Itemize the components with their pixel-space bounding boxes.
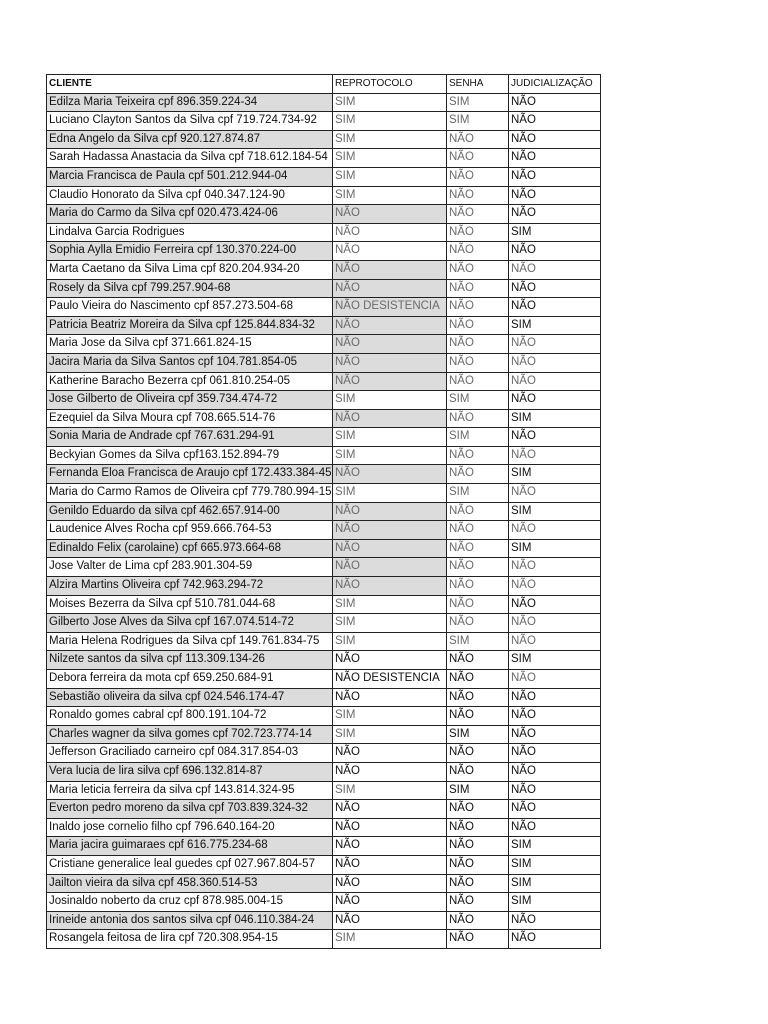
- table-row: [47, 651, 601, 670]
- cell-senha[interactable]: NÃO: [447, 855, 509, 874]
- cell-judicializacao[interactable]: SIM: [509, 855, 601, 874]
- cell-reprotocolo[interactable]: NÃO: [333, 205, 447, 224]
- cell-senha[interactable]: NÃO: [447, 279, 509, 298]
- cell-judicializacao[interactable]: SIM: [509, 651, 601, 670]
- cell-reprotocolo[interactable]: SIM: [333, 130, 447, 149]
- table-row: [47, 762, 601, 781]
- table-row: [47, 335, 601, 354]
- cell-reprotocolo[interactable]: NÃO: [333, 539, 447, 558]
- cell-cliente[interactable]: Inaldo jose cornelio filho cpf 796.640.164-20: [47, 818, 333, 837]
- cell-judicializacao[interactable]: NÃO: [509, 242, 601, 261]
- cell-reprotocolo[interactable]: NÃO: [333, 316, 447, 335]
- cell-senha[interactable]: NÃO: [447, 409, 509, 428]
- table-row: [47, 186, 601, 205]
- cell-cliente[interactable]: Maria Jose da Silva cpf 371.661.824-15: [47, 335, 333, 354]
- cell-judicializacao[interactable]: NÃO: [509, 353, 601, 372]
- table-row: [47, 744, 601, 763]
- cell-reprotocolo[interactable]: SIM: [333, 484, 447, 503]
- cell-cliente[interactable]: Genildo Eduardo da silva cpf 462.657.914-00: [47, 502, 333, 521]
- table-row: [47, 911, 601, 930]
- table-row: [47, 298, 601, 317]
- cell-senha[interactable]: SIM: [447, 112, 509, 131]
- cell-senha[interactable]: SIM: [447, 484, 509, 503]
- cell-senha[interactable]: NÃO: [447, 651, 509, 670]
- cell-judicializacao[interactable]: NÃO: [509, 911, 601, 930]
- cell-judicializacao[interactable]: NÃO: [509, 930, 601, 949]
- cell-judicializacao[interactable]: NÃO: [509, 279, 601, 298]
- cell-senha[interactable]: SIM: [447, 391, 509, 410]
- cell-reprotocolo[interactable]: SIM: [333, 781, 447, 800]
- cell-senha[interactable]: NÃO: [447, 800, 509, 819]
- cell-judicializacao[interactable]: NÃO: [509, 298, 601, 317]
- cell-cliente[interactable]: Cristiane generalice leal guedes cpf 027.967.804-57: [47, 855, 333, 874]
- cell-judicializacao[interactable]: SIM: [509, 893, 601, 912]
- cell-reprotocolo[interactable]: SIM: [333, 595, 447, 614]
- cell-cliente[interactable]: Patricia Beatriz Moreira da Silva cpf 125.844.834-32: [47, 316, 333, 335]
- cell-judicializacao[interactable]: NÃO: [509, 707, 601, 726]
- table-row: [47, 484, 601, 503]
- cell-senha[interactable]: NÃO: [447, 149, 509, 168]
- cell-reprotocolo[interactable]: NÃO: [333, 372, 447, 391]
- cell-cliente[interactable]: Charles wagner da silva gomes cpf 702.723.774-14: [47, 725, 333, 744]
- cell-cliente[interactable]: Maria do Carmo Ramos de Oliveira cpf 779.780.994-15: [47, 484, 333, 503]
- table-row: [47, 930, 601, 949]
- cell-cliente[interactable]: Maria jacira guimaraes cpf 616.775.234-68: [47, 837, 333, 856]
- cell-senha[interactable]: SIM: [447, 93, 509, 112]
- cell-reprotocolo[interactable]: NÃO: [333, 744, 447, 763]
- cell-senha[interactable]: NÃO: [447, 372, 509, 391]
- cell-reprotocolo[interactable]: NÃO DESISTENCIA: [333, 670, 447, 689]
- cell-cliente[interactable]: Jefferson Graciliado carneiro cpf 084.317.854-03: [47, 744, 333, 763]
- cell-senha[interactable]: NÃO: [447, 502, 509, 521]
- table-row: [47, 837, 601, 856]
- cell-cliente[interactable]: Edna Angelo da Silva cpf 920.127.874.87: [47, 130, 333, 149]
- cell-reprotocolo[interactable]: NÃO: [333, 800, 447, 819]
- cell-reprotocolo[interactable]: NÃO: [333, 911, 447, 930]
- cell-judicializacao[interactable]: NÃO: [509, 428, 601, 447]
- cell-senha[interactable]: NÃO: [447, 893, 509, 912]
- cell-senha[interactable]: SIM: [447, 428, 509, 447]
- cell-senha[interactable]: NÃO: [447, 316, 509, 335]
- cell-senha[interactable]: NÃO: [447, 595, 509, 614]
- cell-reprotocolo[interactable]: NÃO: [333, 353, 447, 372]
- cell-senha[interactable]: NÃO: [447, 577, 509, 596]
- cell-senha[interactable]: NÃO: [447, 167, 509, 186]
- cell-reprotocolo[interactable]: NÃO: [333, 223, 447, 242]
- cell-senha[interactable]: NÃO: [447, 707, 509, 726]
- table-row: [47, 112, 601, 131]
- table-row: [47, 372, 601, 391]
- cell-reprotocolo[interactable]: NÃO: [333, 558, 447, 577]
- cell-cliente[interactable]: Jacira Maria da Silva Santos cpf 104.781.854-05: [47, 353, 333, 372]
- table-row: [47, 130, 601, 149]
- cell-cliente[interactable]: Sonia Maria de Andrade cpf 767.631.294-91: [47, 428, 333, 447]
- cell-senha[interactable]: NÃO: [447, 762, 509, 781]
- cell-reprotocolo[interactable]: NÃO: [333, 465, 447, 484]
- cell-judicializacao[interactable]: SIM: [509, 316, 601, 335]
- cell-judicializacao[interactable]: NÃO: [509, 391, 601, 410]
- cell-senha[interactable]: NÃO: [447, 130, 509, 149]
- cell-senha[interactable]: NÃO: [447, 558, 509, 577]
- cell-judicializacao[interactable]: NÃO: [509, 762, 601, 781]
- cell-cliente[interactable]: Luciano Clayton Santos da Silva cpf 719.724.734-92: [47, 112, 333, 131]
- cell-reprotocolo[interactable]: SIM: [333, 149, 447, 168]
- cell-senha[interactable]: NÃO: [447, 874, 509, 893]
- cell-judicializacao[interactable]: SIM: [509, 539, 601, 558]
- cell-senha[interactable]: NÃO: [447, 521, 509, 540]
- cell-reprotocolo[interactable]: NÃO: [333, 260, 447, 279]
- cell-judicializacao[interactable]: SIM: [509, 874, 601, 893]
- table-row: [47, 391, 601, 410]
- cell-reprotocolo[interactable]: NÃO: [333, 577, 447, 596]
- cell-judicializacao[interactable]: NÃO: [509, 446, 601, 465]
- cell-reprotocolo[interactable]: NÃO: [333, 409, 447, 428]
- cell-cliente[interactable]: Marta Caetano da Silva Lima cpf 820.204.934-20: [47, 260, 333, 279]
- cell-reprotocolo[interactable]: NÃO: [333, 837, 447, 856]
- cell-judicializacao[interactable]: SIM: [509, 223, 601, 242]
- table-row: [47, 446, 601, 465]
- cell-judicializacao[interactable]: NÃO: [509, 632, 601, 651]
- table-row: [47, 409, 601, 428]
- cell-cliente[interactable]: Edinaldo Felix (carolaine) cpf 665.973.664-68: [47, 539, 333, 558]
- cell-cliente[interactable]: Katherine Baracho Bezerra cpf 061.810.254-05: [47, 372, 333, 391]
- cell-judicializacao[interactable]: NÃO: [509, 112, 601, 131]
- table-header: [47, 75, 601, 94]
- header-reprotocolo[interactable]: REPROTOCOLO: [333, 75, 447, 94]
- table-row: [47, 577, 601, 596]
- cell-judicializacao[interactable]: NÃO: [509, 372, 601, 391]
- cell-senha[interactable]: NÃO: [447, 465, 509, 484]
- table-row: [47, 893, 601, 912]
- table-row: [47, 539, 601, 558]
- cell-judicializacao[interactable]: NÃO: [509, 93, 601, 112]
- cell-cliente[interactable]: Alzira Martins Oliveira cpf 742.963.294-72: [47, 577, 333, 596]
- cell-judicializacao[interactable]: NÃO: [509, 614, 601, 633]
- table-row: [47, 688, 601, 707]
- cell-reprotocolo[interactable]: NÃO: [333, 242, 447, 261]
- cell-cliente[interactable]: Debora ferreira da mota cpf 659.250.684-91: [47, 670, 333, 689]
- table-row: [47, 855, 601, 874]
- cell-senha[interactable]: SIM: [447, 632, 509, 651]
- cell-cliente[interactable]: Claudio Honorato da Silva cpf 040.347.124-90: [47, 186, 333, 205]
- cell-cliente[interactable]: Edilza Maria Teixeira cpf 896.359.224-34: [47, 93, 333, 112]
- cell-cliente[interactable]: Rosely da Silva cpf 799.257.904-68: [47, 279, 333, 298]
- table-row: [47, 167, 601, 186]
- cell-judicializacao[interactable]: NÃO: [509, 130, 601, 149]
- cell-reprotocolo[interactable]: SIM: [333, 167, 447, 186]
- cell-senha[interactable]: NÃO: [447, 335, 509, 354]
- cell-reprotocolo[interactable]: SIM: [333, 112, 447, 131]
- cell-cliente[interactable]: Marcia Francisca de Paula cpf 501.212.944-04: [47, 167, 333, 186]
- cell-senha[interactable]: NÃO: [447, 911, 509, 930]
- table-row: [47, 614, 601, 633]
- table-row: [47, 242, 601, 261]
- cell-cliente[interactable]: Irineide antonia dos santos silva cpf 046.110.384-24: [47, 911, 333, 930]
- cell-judicializacao[interactable]: NÃO: [509, 149, 601, 168]
- cell-senha[interactable]: NÃO: [447, 744, 509, 763]
- table-row: [47, 595, 601, 614]
- cell-reprotocolo[interactable]: NÃO DESISTENCIA: [333, 298, 447, 317]
- cell-judicializacao[interactable]: NÃO: [509, 335, 601, 354]
- cell-senha[interactable]: SIM: [447, 781, 509, 800]
- cell-cliente[interactable]: Fernanda Eloa Francisca de Araujo cpf 172.433.384-45: [47, 465, 333, 484]
- cell-cliente[interactable]: Maria leticia ferreira da silva cpf 143.814.324-95: [47, 781, 333, 800]
- cell-senha[interactable]: NÃO: [447, 353, 509, 372]
- cell-reprotocolo[interactable]: SIM: [333, 707, 447, 726]
- cell-reprotocolo[interactable]: NÃO: [333, 651, 447, 670]
- table-row: [47, 670, 601, 689]
- cell-senha[interactable]: NÃO: [447, 186, 509, 205]
- cell-cliente[interactable]: Nilzete santos da silva cpf 113.309.134-26: [47, 651, 333, 670]
- cell-reprotocolo[interactable]: NÃO: [333, 818, 447, 837]
- table-row: [47, 353, 601, 372]
- cell-reprotocolo[interactable]: SIM: [333, 614, 447, 633]
- cell-reprotocolo[interactable]: NÃO: [333, 688, 447, 707]
- cell-cliente[interactable]: Josinaldo noberto da cruz cpf 878.985.004-15: [47, 893, 333, 912]
- cell-reprotocolo[interactable]: NÃO: [333, 279, 447, 298]
- header-cliente[interactable]: CLIENTE: [47, 75, 333, 94]
- table-row: [47, 93, 601, 112]
- cell-judicializacao[interactable]: NÃO: [509, 521, 601, 540]
- table-row: [47, 707, 601, 726]
- cell-reprotocolo[interactable]: NÃO: [333, 521, 447, 540]
- cell-judicializacao[interactable]: NÃO: [509, 688, 601, 707]
- table-row: [47, 279, 601, 298]
- table-body: [47, 93, 601, 948]
- cell-judicializacao[interactable]: SIM: [509, 837, 601, 856]
- cell-judicializacao[interactable]: NÃO: [509, 595, 601, 614]
- table-row: [47, 874, 601, 893]
- cell-cliente[interactable]: Paulo Vieira do Nascimento cpf 857.273.504-68: [47, 298, 333, 317]
- cell-judicializacao[interactable]: NÃO: [509, 725, 601, 744]
- header-judicializacao[interactable]: JUDICIALIZAÇÃO: [509, 75, 601, 94]
- cell-cliente[interactable]: Moises Bezerra da Silva cpf 510.781.044-68: [47, 595, 333, 614]
- cell-judicializacao[interactable]: SIM: [509, 502, 601, 521]
- table-row: [47, 465, 601, 484]
- cell-cliente[interactable]: Rosangela feitosa de lira cpf 720.308.954-15: [47, 930, 333, 949]
- table-row: [47, 521, 601, 540]
- cell-senha[interactable]: NÃO: [447, 539, 509, 558]
- table-row: [47, 725, 601, 744]
- cell-reprotocolo[interactable]: SIM: [333, 428, 447, 447]
- table-row: [47, 260, 601, 279]
- cell-cliente[interactable]: Sarah Hadassa Anastacia da Silva cpf 718.612.184-54: [47, 149, 333, 168]
- cell-reprotocolo[interactable]: NÃO: [333, 874, 447, 893]
- cell-cliente[interactable]: Ronaldo gomes cabral cpf 800.191.104-72: [47, 707, 333, 726]
- cell-senha[interactable]: NÃO: [447, 446, 509, 465]
- cell-judicializacao[interactable]: NÃO: [509, 744, 601, 763]
- cell-reprotocolo[interactable]: NÃO: [333, 893, 447, 912]
- cell-senha[interactable]: NÃO: [447, 688, 509, 707]
- cell-senha[interactable]: NÃO: [447, 614, 509, 633]
- table-row: [47, 818, 601, 837]
- cell-reprotocolo[interactable]: SIM: [333, 93, 447, 112]
- cell-reprotocolo[interactable]: SIM: [333, 186, 447, 205]
- header-senha[interactable]: SENHA: [447, 75, 509, 94]
- cell-judicializacao[interactable]: NÃO: [509, 577, 601, 596]
- table-row: [47, 428, 601, 447]
- cell-judicializacao[interactable]: NÃO: [509, 167, 601, 186]
- cell-senha[interactable]: NÃO: [447, 930, 509, 949]
- table-row: [47, 632, 601, 651]
- cell-cliente[interactable]: Gilberto Jose Alves da Silva cpf 167.074.514-72: [47, 614, 333, 633]
- cell-judicializacao[interactable]: NÃO: [509, 558, 601, 577]
- cell-senha[interactable]: NÃO: [447, 818, 509, 837]
- cell-cliente[interactable]: Laudenice Alves Rocha cpf 959.666.764-53: [47, 521, 333, 540]
- cell-cliente[interactable]: Beckyian Gomes da Silva cpf163.152.894-79: [47, 446, 333, 465]
- cell-judicializacao[interactable]: SIM: [509, 465, 601, 484]
- cell-senha[interactable]: NÃO: [447, 837, 509, 856]
- cell-senha[interactable]: SIM: [447, 725, 509, 744]
- cell-cliente[interactable]: Jose Gilberto de Oliveira cpf 359.734.474-72: [47, 391, 333, 410]
- cell-senha[interactable]: NÃO: [447, 670, 509, 689]
- cell-cliente[interactable]: Ezequiel da Silva Moura cpf 708.665.514-76: [47, 409, 333, 428]
- cell-reprotocolo[interactable]: NÃO: [333, 335, 447, 354]
- cell-senha[interactable]: NÃO: [447, 242, 509, 261]
- cell-reprotocolo[interactable]: SIM: [333, 446, 447, 465]
- cell-cliente[interactable]: Maria do Carmo da Silva cpf 020.473.424-06: [47, 205, 333, 224]
- table-row: [47, 781, 601, 800]
- cell-judicializacao[interactable]: NÃO: [509, 484, 601, 503]
- header-row: [47, 75, 601, 94]
- cell-reprotocolo[interactable]: NÃO: [333, 855, 447, 874]
- table-row: [47, 800, 601, 819]
- cell-judicializacao[interactable]: NÃO: [509, 670, 601, 689]
- cell-cliente[interactable]: Everton pedro moreno da silva cpf 703.839.324-32: [47, 800, 333, 819]
- cell-cliente[interactable]: Lindalva Garcia Rodrigues: [47, 223, 333, 242]
- cell-reprotocolo[interactable]: NÃO: [333, 762, 447, 781]
- cell-cliente[interactable]: Jose Valter de Lima cpf 283.901.304-59: [47, 558, 333, 577]
- cell-reprotocolo[interactable]: SIM: [333, 725, 447, 744]
- cell-judicializacao[interactable]: NÃO: [509, 781, 601, 800]
- cell-cliente[interactable]: Maria Helena Rodrigues da Silva cpf 149.761.834-75: [47, 632, 333, 651]
- table-row: [47, 205, 601, 224]
- cell-judicializacao[interactable]: NÃO: [509, 186, 601, 205]
- table-row: [47, 223, 601, 242]
- cell-senha[interactable]: NÃO: [447, 205, 509, 224]
- cell-senha[interactable]: NÃO: [447, 298, 509, 317]
- cell-senha[interactable]: NÃO: [447, 260, 509, 279]
- cell-judicializacao[interactable]: NÃO: [509, 260, 601, 279]
- cell-judicializacao[interactable]: NÃO: [509, 818, 601, 837]
- cell-judicializacao[interactable]: SIM: [509, 409, 601, 428]
- cell-judicializacao[interactable]: NÃO: [509, 205, 601, 224]
- table-row: [47, 316, 601, 335]
- cell-cliente[interactable]: Sebastião oliveira da silva cpf 024.546.174-47: [47, 688, 333, 707]
- cell-reprotocolo[interactable]: SIM: [333, 391, 447, 410]
- table-row: [47, 502, 601, 521]
- client-status-table: [46, 74, 601, 949]
- table-row: [47, 558, 601, 577]
- cell-senha[interactable]: NÃO: [447, 223, 509, 242]
- cell-cliente[interactable]: Jailton vieira da silva cpf 458.360.514-53: [47, 874, 333, 893]
- cell-cliente[interactable]: Sophia Aylla Emidio Ferreira cpf 130.370.224-00: [47, 242, 333, 261]
- cell-cliente[interactable]: Vera lucia de lira silva cpf 696.132.814-87: [47, 762, 333, 781]
- cell-reprotocolo[interactable]: NÃO: [333, 502, 447, 521]
- cell-reprotocolo[interactable]: SIM: [333, 930, 447, 949]
- cell-judicializacao[interactable]: NÃO: [509, 800, 601, 819]
- cell-reprotocolo[interactable]: SIM: [333, 632, 447, 651]
- table-row: [47, 149, 601, 168]
